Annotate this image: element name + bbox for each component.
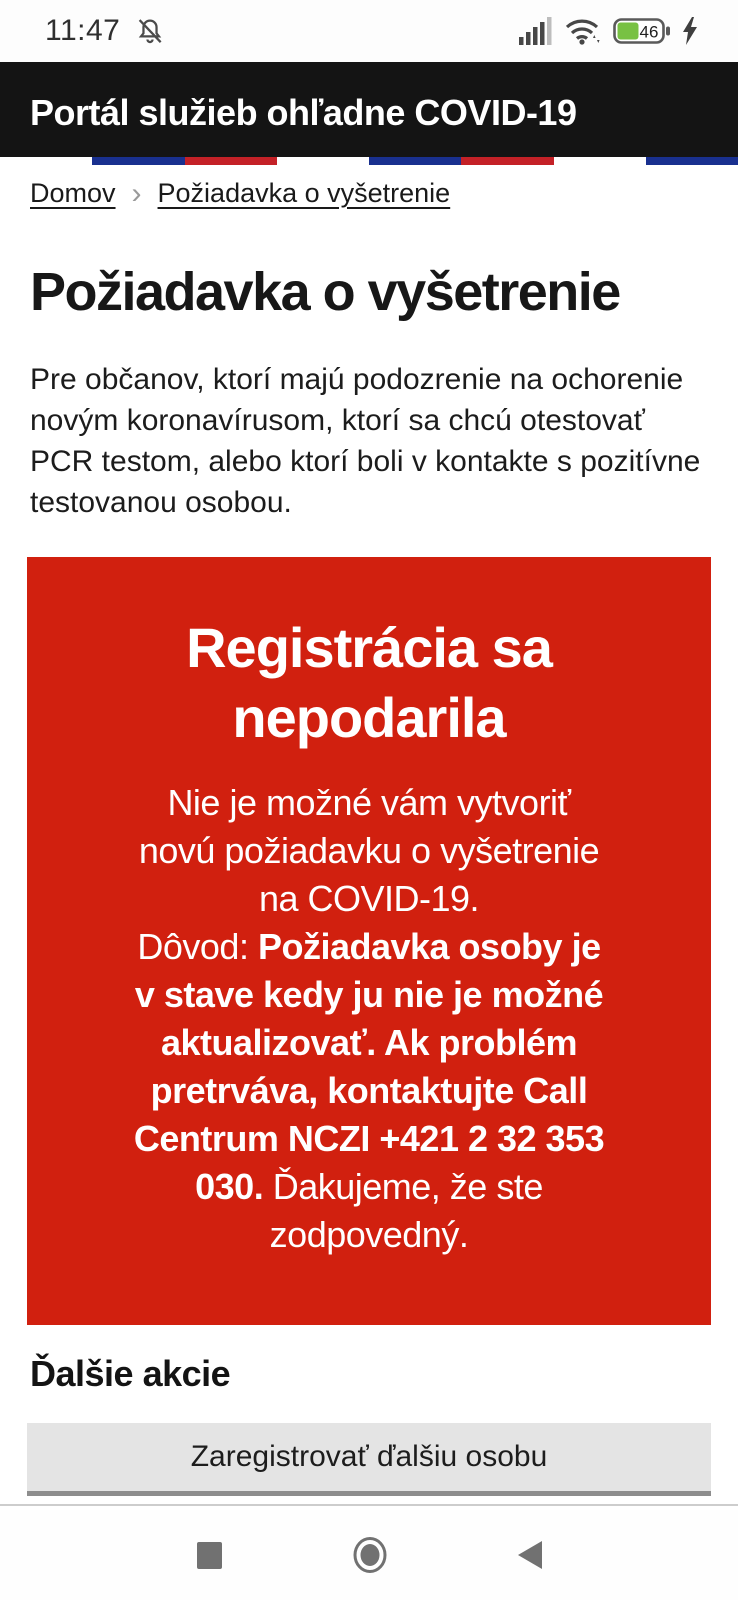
notifications-muted-icon (134, 14, 166, 48)
home-button[interactable] (350, 1534, 390, 1576)
home-circle-icon (350, 1534, 390, 1576)
breadcrumb-link-home[interactable]: Domov (30, 178, 116, 208)
recents-square-icon (197, 1542, 222, 1569)
clock-text: 11:47 (45, 14, 121, 47)
app-header (0, 62, 738, 157)
breadcrumb (0, 165, 738, 209)
recents-button[interactable] (197, 1542, 222, 1569)
status-bar (0, 0, 738, 62)
alert-message: Nie je možné vám vytvoriť novú požiadavku o vyšetrenie na COVID-19. Dôvod: Požiadavka osoby je v stave kedy ju nie je možné aktualizovať. Ak problém pretrváva, kontaktujte Call Centrum NCZI +421 2 32 353 030. Ďakujeme, že ste zodpovedný. (133, 782, 605, 1256)
wifi-icon (564, 16, 602, 46)
flag-stripe-segment (185, 157, 277, 165)
back-button[interactable] (518, 1541, 542, 1569)
flag-stripe-segment (554, 157, 646, 165)
flag-stripe-segment (646, 157, 738, 165)
cellular-signal-icon (519, 16, 553, 46)
flag-stripe-segment (277, 157, 369, 165)
flag-stripe-segment (92, 157, 184, 165)
charging-bolt-icon (682, 17, 698, 45)
flag-stripe-segment (461, 157, 553, 165)
page-title: Požiadavka o vyšetrenie (30, 262, 620, 322)
alert-title: Registrácia sa nepodarila (186, 616, 552, 750)
flag-stripe (0, 157, 738, 165)
content-bottom-divider (0, 1504, 738, 1506)
intro-paragraph: Pre občanov, ktorí majú podozrenie na ochorenie novým koronavírusom, ktorí sa chcú otestovať PCR testom, alebo ktorí boli v kontakte s pozitívne testovanou osobou. (30, 363, 701, 520)
android-navigation-bar (0, 1510, 738, 1600)
main-content (0, 261, 738, 1506)
register-another-person-button[interactable]: Zaregistrovať ďalšiu osobu (27, 1423, 711, 1496)
further-actions-heading: Ďalšie akcie (30, 1353, 231, 1395)
breadcrumb-separator-icon: › (131, 176, 142, 210)
app-title: Portál služieb ohľadne COVID-19 (30, 91, 577, 133)
back-triangle-icon (518, 1541, 542, 1569)
battery-percent-text: 46 (639, 22, 659, 42)
breadcrumb-link-current[interactable]: Požiadavka o vyšetrenie (157, 178, 451, 208)
flag-stripe-segment (369, 157, 461, 165)
registration-failed-alert (27, 557, 711, 1325)
battery-icon (613, 16, 671, 46)
flag-stripe-segment (0, 157, 92, 165)
